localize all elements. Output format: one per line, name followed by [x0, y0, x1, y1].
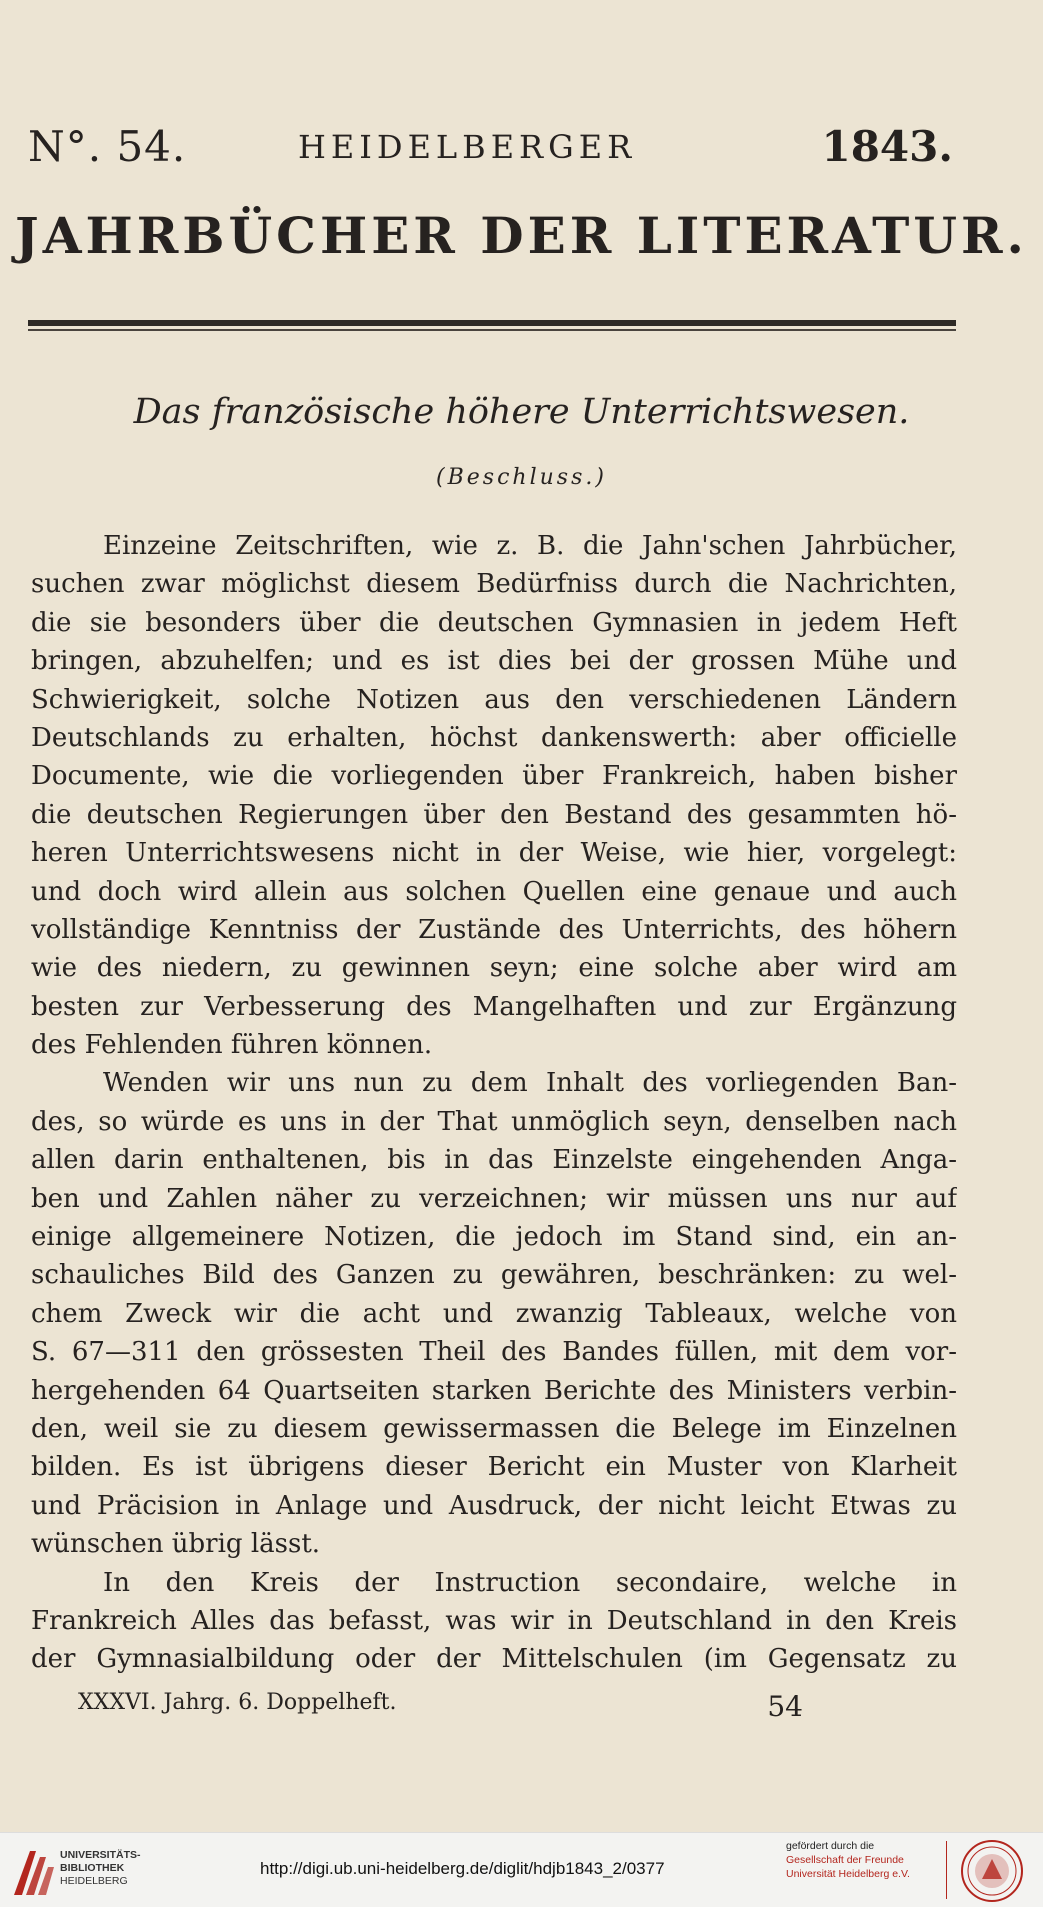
body-line: Wenden wir uns nun zu dem Inhalt des vorliegenden Ban-	[103, 1068, 957, 1099]
body-line: die sie besonders über die deutschen Gymnasien in jedem Heft	[31, 607, 957, 638]
sponsor-name-line: Universität Heidelberg e.V.	[786, 1868, 910, 1880]
body-line: wie des niedern, zu gewinnen seyn; eine solche aber wird am	[31, 953, 957, 984]
body-line: allen darin enthaltenen, bis in das Einzelste eingehenden Anga-	[31, 1145, 957, 1176]
body-line: des Fehlenden führen können.	[31, 1030, 433, 1061]
body-line: und doch wird allein aus solchen Quellen eine genaue und auch	[31, 876, 957, 907]
body-line: In den Kreis der Instruction secondaire, welche in	[103, 1567, 957, 1598]
article-subtitle: (Beschluss.)	[436, 465, 607, 490]
body-line: besten zur Verbesserung des Mangelhaften und zur Ergänzung	[31, 991, 957, 1022]
body-line: den, weil sie zu diesem gewissermassen die Belege im Einzelnen	[31, 1413, 957, 1444]
library-name-line: HEIDELBERG	[60, 1875, 128, 1887]
body-line: Schwierigkeit, solche Notizen aus den verschiedenen Ländern	[31, 684, 957, 715]
body-line: und Präcision in Anlage und Ausdruck, der nicht leicht Etwas zu	[31, 1490, 957, 1521]
body-line: suchen zwar möglichst diesem Bedürfniss durch die Nachrichten,	[31, 569, 957, 600]
body-line: ben und Zahlen näher zu verzeichnen; wir müssen uns nur auf	[31, 1183, 957, 1214]
body-line: des, so würde es uns in der That unmöglich seyn, denselben nach	[31, 1106, 957, 1137]
header-rule	[28, 320, 956, 326]
permalink-url[interactable]: http://digi.ub.uni-heidelberg.de/diglit/hdjb1843_2/0377	[260, 1859, 665, 1878]
body-line: S. 67—311 den grössesten Theil des Bandes füllen, mit dem vor-	[31, 1337, 957, 1368]
body-line: bringen, abzuhelfen; und es ist dies bei der grossen Mühe und	[31, 646, 957, 677]
body-line: der Gymnasialbildung oder der Mittelschulen (im Gegensatz zu	[31, 1644, 957, 1675]
page-footer	[78, 1690, 803, 1730]
body-line: Deutschlands zu erhalten, höchst dankenswerth: aber officielle	[31, 722, 957, 753]
page-number: 54	[767, 1690, 803, 1723]
body-line: einige allgemeinere Notizen, die jedoch im Stand sind, ein an-	[31, 1222, 957, 1253]
journal-title: JAHRBÜCHER DER LITERATUR.	[15, 206, 1028, 265]
body-line: Einzeine Zeitschriften, wie z. B. die Jahn'schen Jahrbücher,	[103, 531, 957, 561]
masthead-title: HEIDELBERGER	[298, 128, 637, 166]
body-line: chem Zweck wir die acht und zwanzig Tableaux, welche von	[31, 1298, 957, 1329]
sponsor-credit[interactable]	[786, 1839, 910, 1881]
masthead	[28, 122, 953, 182]
library-name[interactable]	[60, 1849, 141, 1888]
library-name-line: UNIVERSITÄTS-	[60, 1849, 141, 1861]
body-line: Frankreich Alles das befasst, was wir in Deutschland in den Kreis	[31, 1605, 957, 1636]
issue-year: 1843.	[821, 122, 953, 171]
body-line: die deutschen Regierungen über den Bestand des gesammten hö-	[31, 799, 957, 830]
sponsor-name-line: Gesellschaft der Freunde	[786, 1854, 904, 1866]
body-line: wünschen übrig lässt.	[31, 1529, 321, 1560]
university-seal-icon[interactable]	[960, 1839, 1024, 1903]
article-body	[31, 527, 957, 1679]
body-line: heren Unterrichtswesens nicht in der Weise, wie hier, vorgelegt:	[31, 838, 957, 869]
sponsor-label: gefördert durch die	[786, 1840, 875, 1852]
body-line: Documente, wie die vorliegenden über Frankreich, haben bisher	[31, 761, 957, 792]
body-line: vollständige Kenntniss der Zustände des Unterrichts, des höhern	[31, 914, 957, 945]
issue-number: N°. 54.	[28, 122, 187, 171]
article-title: Das französische höhere Unterrichtswesen.	[133, 392, 910, 432]
body-line: bilden. Es ist übrigens dieser Bericht ein Muster von Klarheit	[31, 1452, 957, 1483]
library-logo-icon[interactable]	[10, 1843, 56, 1899]
library-name-line: BIBLIOTHEK	[60, 1862, 125, 1874]
header-rule-thin	[28, 329, 956, 331]
footer-divider	[946, 1841, 947, 1899]
signature-mark: XXXVI. Jahrg. 6. Doppelheft.	[78, 1690, 397, 1715]
body-line: schauliches Bild des Ganzen zu gewähren, beschränken: zu wel-	[31, 1260, 957, 1291]
viewer-footer-bar	[0, 1832, 1043, 1907]
body-line: hergehenden 64 Quartseiten starken Berichte des Ministers verbin-	[31, 1375, 957, 1406]
